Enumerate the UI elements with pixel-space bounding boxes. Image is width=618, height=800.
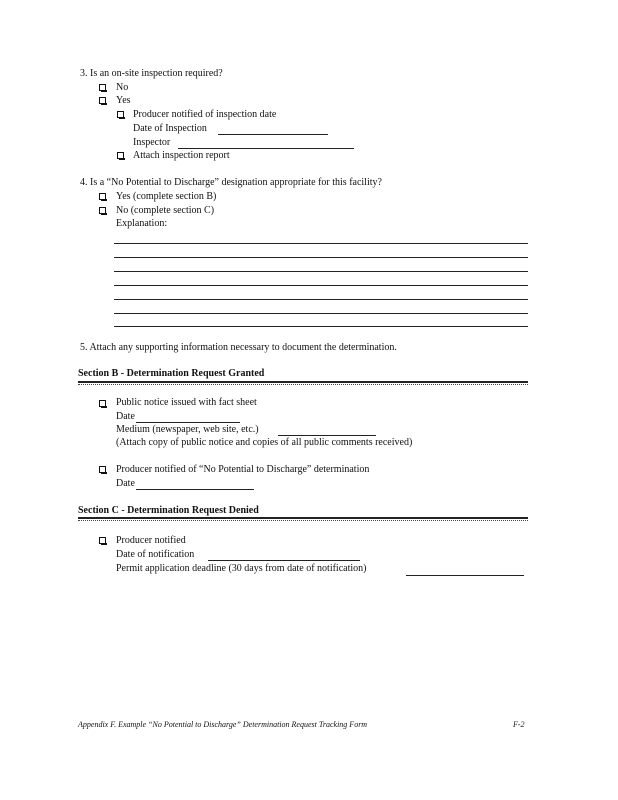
attach-note: (Attach copy of public notice and copies of all public comments received) [116,437,413,448]
explanation-label: Explanation: [116,218,168,229]
q3-attach-report-label: Attach inspection report [133,150,230,161]
producer-notified-date-label: Date [116,478,135,489]
section-b-rule [78,381,528,383]
producer-notified-checkbox[interactable] [99,537,106,544]
section-b-rule-shadow [78,384,528,385]
q3-producer-notified-label: Producer notified of inspection date [133,109,277,120]
page-number: F-2 [513,720,525,729]
date-of-notification-field[interactable] [208,560,360,561]
section-c-rule [78,517,528,519]
footer-title: Appendix F. Example “No Potential to Discharge” Determination Request Tracking Form [78,720,368,729]
permit-deadline-label: Permit application deadline (30 days from date of notification) [116,563,367,574]
date-of-inspection-label: Date of Inspection [133,123,207,134]
question-5: 5. Attach any supporting information necessary to document the determination. [80,342,397,353]
section-c-heading: Section C - Determination Request Denied [78,505,259,516]
inspector-field[interactable] [178,148,354,149]
section-c-rule-shadow [78,520,528,521]
q3-no-checkbox[interactable] [99,84,106,91]
producer-notified-npd-checkbox[interactable] [99,466,106,473]
explanation-line[interactable] [114,271,528,272]
q3-yes-label: Yes [116,95,131,106]
public-notice-date-field[interactable] [136,422,240,423]
public-notice-date-label: Date [116,411,135,422]
producer-notified-npd-label: Producer notified of “No Potential to Discharge” determination [116,464,370,475]
permit-deadline-field[interactable] [406,575,524,576]
explanation-line[interactable] [114,313,528,314]
question-4: 4. Is a “No Potential to Discharge” designation appropriate for this facility? [80,177,382,188]
producer-notified-label: Producer notified [116,535,186,546]
public-notice-label: Public notice issued with fact sheet [116,397,257,408]
medium-label: Medium (newspaper, web site, etc.) [116,424,259,435]
date-of-notification-label: Date of notification [116,549,195,560]
q3-no-label: No [116,82,129,93]
q4-yes-label: Yes (complete section B) [116,191,217,202]
section-b-heading: Section B - Determination Request Granted [78,368,265,379]
explanation-line[interactable] [114,243,528,244]
q3-attach-report-checkbox[interactable] [117,152,124,159]
date-of-inspection-field[interactable] [218,134,328,135]
medium-field[interactable] [278,435,376,436]
q4-no-label: No (complete section C) [116,205,215,216]
producer-notified-date-field[interactable] [136,489,254,490]
explanation-line[interactable] [114,299,528,300]
explanation-line[interactable] [114,326,528,327]
inspector-label: Inspector [133,137,171,148]
explanation-line[interactable] [114,285,528,286]
question-3: 3. Is an on-site inspection required? [80,68,223,79]
public-notice-checkbox[interactable] [99,400,106,407]
q3-yes-checkbox[interactable] [99,97,106,104]
q4-no-checkbox[interactable] [99,207,106,214]
q3-producer-notified-checkbox[interactable] [117,111,124,118]
explanation-line[interactable] [114,257,528,258]
q4-yes-checkbox[interactable] [99,193,106,200]
